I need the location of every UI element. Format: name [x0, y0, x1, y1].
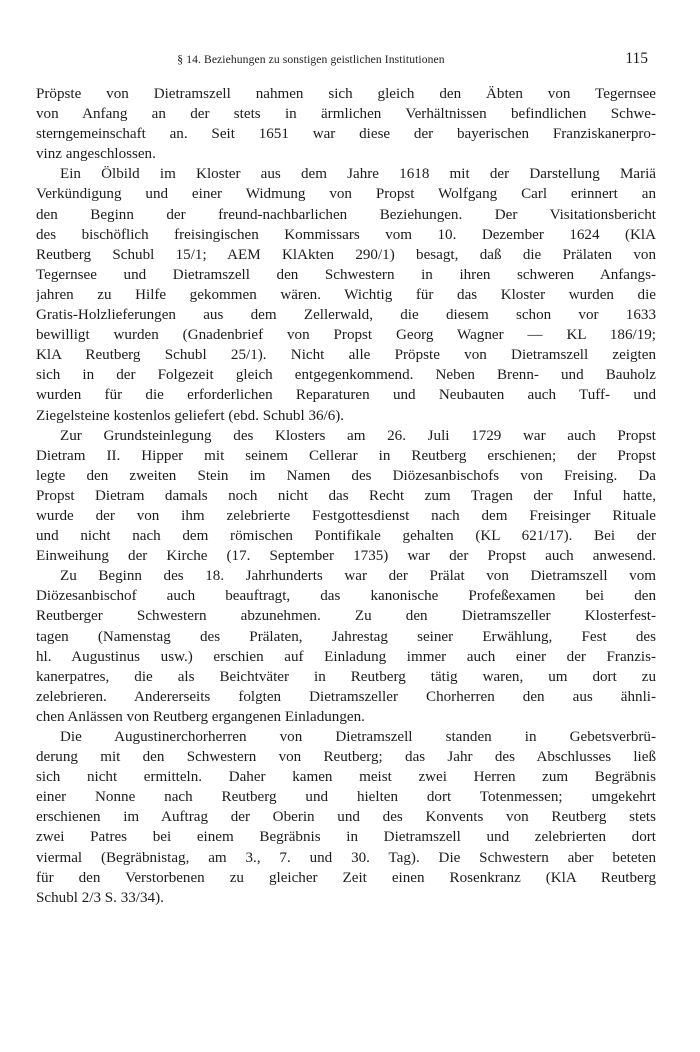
text-line: chen Anlässen von Reutberg ergangenen Einladungen.	[36, 708, 365, 725]
text-line: Zur Grundsteinlegung des Klosters am 26. Juli 1729 war auch Propst	[60, 427, 656, 444]
text-line: derung mit den Schwestern von Reutberg; das Jahr des Abschlusses ließ	[36, 749, 656, 766]
text-line: Schubl 2/3 S. 33/34).	[36, 889, 164, 906]
text-line: bewilligt wurden (Gnadenbrief von Propst Georg Wagner — KL 186/19;	[36, 327, 656, 344]
text-line: Propst Dietram damals noch nicht das Recht zum Tragen der Inful hatte,	[36, 487, 656, 504]
text-line: Ein Ölbild im Kloster aus dem Jahre 1618 mit der Darstellung Mariä	[60, 166, 656, 183]
text-line: einer Nonne nach Reutberg und hielten dort Totenmessen; umgekehrt	[36, 789, 656, 806]
text-line: viermal (Begräbnistag, am 3., 7. und 30. Tag). Die Schwestern aber beteten	[36, 849, 656, 866]
text-line: und nicht nach dem römischen Pontifikale gehalten (KL 621/17). Bei der	[36, 528, 656, 545]
text-line: kanerpatres, die als Beichtväter in Reutberg tätig waren, um dort zu	[36, 668, 656, 685]
text-line: von Anfang an der stets in ärmlichen Verhältnissen befindlichen Schwe-	[36, 106, 656, 123]
text-line: vinz angeschlossen.	[36, 146, 156, 163]
text-line: Verkündigung und einer Widmung von Propst Wolfgang Carl erinnert an	[36, 186, 656, 203]
text-line: Tegernsee und Dietramszell den Schwestern in ihren schweren Anfangs-	[36, 266, 656, 283]
text-line: Reutberger Schwestern abzunehmen. Zu den Dietramszeller Klosterfest-	[36, 608, 656, 625]
text-line: jahren zu Hilfe gekommen wären. Wichtig für das Kloster wurden die	[36, 286, 656, 303]
text-line: erschienen im Auftrag der Oberin und des Konvents von Reutberg stets	[36, 809, 656, 826]
text-line: Reutberg Schubl 15/1; AEM KlAkten 290/1) besagt, daß die Prälaten von	[36, 246, 656, 263]
text-line: sterngemeinschaft an. Seit 1651 war diese der bayerischen Franziskanerpro-	[36, 126, 656, 143]
page-number: 115	[625, 50, 648, 67]
text-line: den Beginn der freund-nachbarlichen Beziehungen. Der Visitationsbericht	[36, 206, 656, 223]
running-title: § 14. Beziehungen zu sonstigen geistlichen Institutionen	[177, 53, 445, 66]
text-line: für den Verstorbenen zu gleicher Zeit einen Rosenkranz (KlA Reutberg	[36, 869, 656, 886]
text-line: Zu Beginn des 18. Jahrhunderts war der Prälat von Dietramszell vom	[60, 568, 656, 585]
text-line: Dietram II. Hipper mit seinem Cellerar in Reutberg erschienen; der Propst	[36, 447, 656, 464]
body-text	[36, 84, 656, 908]
text-line: sich nicht ermitteln. Daher kamen meist zwei Herren zum Begräbnis	[36, 769, 656, 786]
text-line: Diözesanbischof auch beauftragt, das kanonische Profeßexamen bei den	[36, 588, 656, 605]
text-line: legte den zweiten Stein im Namen des Diözesanbischofs von Freising. Da	[36, 467, 656, 484]
text-line: Die Augustinerchorherren von Dietramszell standen in Gebetsverbrü-	[60, 729, 656, 745]
text-line: zelebrieren. Andererseits folgten Dietramszeller Chorherren den aus ähnli-	[36, 688, 656, 705]
text-line: Pröpste von Dietramszell nahmen sich gleich den Äbten von Tegernsee	[36, 86, 656, 102]
running-head	[36, 50, 656, 70]
text-line: wurden für die erforderlichen Reparaturen und Neubauten auch Tuff- und	[36, 387, 656, 404]
text-line: zwei Patres bei einem Begräbnis in Dietramszell und zelebrierten dort	[36, 829, 656, 846]
text-line: des bischöflich freisingischen Kommissars vom 10. Dezember 1624 (KlA	[36, 226, 656, 243]
text-line: Gratis-Holzlieferungen aus dem Zellerwald, die diesem schon vor 1633	[36, 307, 656, 324]
text-line: tagen (Namenstag des Prälaten, Jahrestag seiner Erwählung, Fest des	[36, 628, 656, 645]
text-line: wurde der von ihm zelebrierte Festgottesdienst nach dem Freisinger Rituale	[36, 507, 656, 524]
text-line: sich in der Folgezeit gleich entgegenkommend. Neben Brenn- und Bauholz	[36, 367, 656, 384]
text-line: KlA Reutberg Schubl 25/1). Nicht alle Pröpste von Dietramszell zeigten	[36, 347, 656, 364]
text-line: Ziegelsteine kostenlos geliefert (ebd. Schubl 36/6).	[36, 407, 345, 424]
text-line: hl. Augustinus usw.) erschien auf Einladung immer auch einer der Franzis-	[36, 648, 656, 665]
text-line: Einweihung der Kirche (17. September 1735) war der Propst auch anwesend.	[36, 548, 656, 565]
